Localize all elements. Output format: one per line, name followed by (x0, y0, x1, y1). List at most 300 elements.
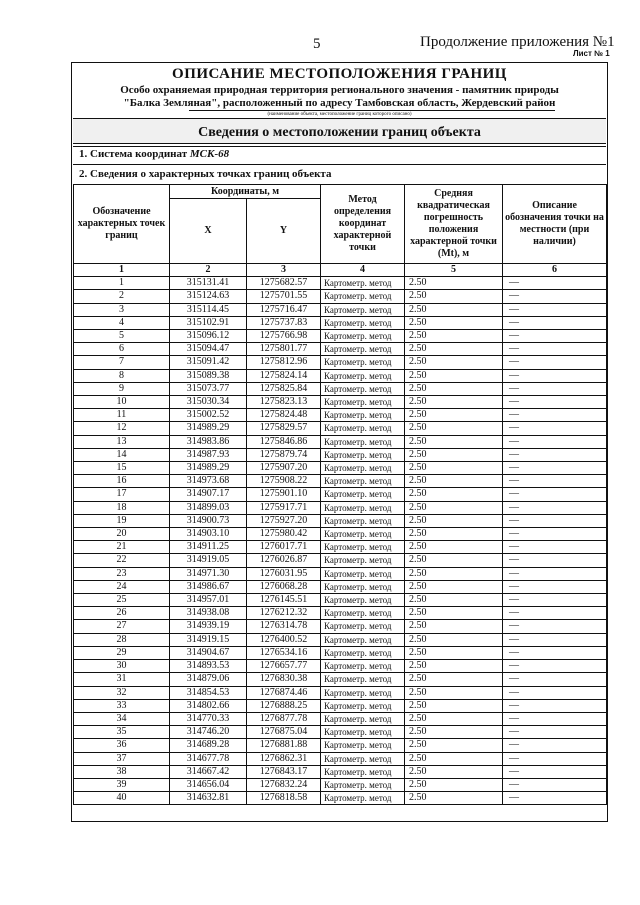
coordinate-y: 1275766.98 (247, 330, 321, 343)
table-row (74, 620, 607, 633)
coordinate-y: 1276881.88 (247, 739, 321, 752)
description: — (503, 488, 607, 501)
table-row (74, 752, 607, 765)
coordinate-y: 1275907.20 (247, 462, 321, 475)
point-number: 27 (74, 620, 170, 633)
description: — (503, 501, 607, 514)
method: Картометр. метод (321, 369, 405, 382)
coordinate-x: 314904.67 (170, 646, 247, 659)
point-number: 24 (74, 580, 170, 593)
point-number: 40 (74, 792, 170, 805)
accuracy: 2.50 (405, 765, 503, 778)
method: Картометр. метод (321, 633, 405, 646)
description: — (503, 567, 607, 580)
coordinate-x: 315030.34 (170, 396, 247, 409)
accuracy: 2.50 (405, 594, 503, 607)
method: Картометр. метод (321, 343, 405, 356)
header-description: Описание обозначения точки на местности (при наличии) (503, 185, 607, 264)
coordinate-x: 315102.91 (170, 316, 247, 329)
method: Картометр. метод (321, 567, 405, 580)
description: — (503, 633, 607, 646)
sheet-label: Лист № 1 (573, 49, 610, 58)
table-row (74, 699, 607, 712)
point-number: 8 (74, 369, 170, 382)
coordinate-y: 1276874.46 (247, 686, 321, 699)
coordinate-x: 314879.06 (170, 673, 247, 686)
accuracy: 2.50 (405, 726, 503, 739)
coordinate-x: 315073.77 (170, 382, 247, 395)
point-number: 30 (74, 660, 170, 673)
coordinate-x: 314770.33 (170, 712, 247, 725)
coordinate-x: 314746.20 (170, 726, 247, 739)
point-number: 29 (74, 646, 170, 659)
description: — (503, 316, 607, 329)
accuracy: 2.50 (405, 356, 503, 369)
object-caption: (наименование объекта, местоположение границ которого описано) (267, 112, 412, 117)
coordinate-y: 1275682.57 (247, 277, 321, 290)
point-number: 38 (74, 765, 170, 778)
description: — (503, 422, 607, 435)
point-number: 18 (74, 501, 170, 514)
coordinate-y: 1276818.58 (247, 792, 321, 805)
accuracy: 2.50 (405, 567, 503, 580)
header-x: X (170, 199, 247, 264)
table-row (74, 448, 607, 461)
accuracy: 2.50 (405, 330, 503, 343)
table-row (74, 488, 607, 501)
description: — (503, 409, 607, 422)
coordinate-x: 314939.19 (170, 620, 247, 633)
description: — (503, 554, 607, 567)
accuracy: 2.50 (405, 633, 503, 646)
method: Картометр. метод (321, 303, 405, 316)
points-section-label: 2. Сведения о характерных точках границ объекта (79, 168, 332, 180)
table-row (74, 739, 607, 752)
description: — (503, 382, 607, 395)
accuracy: 2.50 (405, 646, 503, 659)
coordinate-x: 314973.68 (170, 475, 247, 488)
table-row (74, 660, 607, 673)
table-row (74, 594, 607, 607)
coordinate-x: 315124.63 (170, 290, 247, 303)
table-row (74, 554, 607, 567)
accuracy: 2.50 (405, 580, 503, 593)
description: — (503, 448, 607, 461)
column-number: 2 (170, 264, 247, 277)
coordinate-x: 314689.28 (170, 739, 247, 752)
point-number: 2 (74, 290, 170, 303)
accuracy: 2.50 (405, 382, 503, 395)
coordinate-y: 1275879.74 (247, 448, 321, 461)
coordinate-y: 1276830.38 (247, 673, 321, 686)
point-number: 14 (74, 448, 170, 461)
accuracy: 2.50 (405, 620, 503, 633)
accuracy: 2.50 (405, 501, 503, 514)
description: — (503, 528, 607, 541)
coordinate-x: 315094.47 (170, 343, 247, 356)
method: Картометр. метод (321, 541, 405, 554)
method: Картометр. метод (321, 448, 405, 461)
table-row (74, 673, 607, 686)
method: Картометр. метод (321, 488, 405, 501)
method: Картометр. метод (321, 435, 405, 448)
point-number: 19 (74, 514, 170, 527)
coordinate-x: 314893.53 (170, 660, 247, 673)
point-number: 9 (74, 382, 170, 395)
coordinate-y: 1276400.52 (247, 633, 321, 646)
method: Картометр. метод (321, 580, 405, 593)
coordinate-x: 314987.93 (170, 448, 247, 461)
coordinate-y: 1276026.87 (247, 554, 321, 567)
header-method: Метод определения координат характерной точки (321, 185, 405, 264)
table-row (74, 316, 607, 329)
divider (73, 143, 606, 144)
table-row (74, 475, 607, 488)
accuracy: 2.50 (405, 739, 503, 752)
method: Картометр. метод (321, 330, 405, 343)
description: — (503, 607, 607, 620)
table-row (74, 356, 607, 369)
subtitle-line-2: "Балка Земляная", расположенный по адресу Тамбовская область, Жердевский район (123, 97, 556, 109)
point-number: 10 (74, 396, 170, 409)
coordinate-y: 1276862.31 (247, 752, 321, 765)
divider (73, 118, 606, 119)
point-number: 11 (74, 409, 170, 422)
accuracy: 2.50 (405, 488, 503, 501)
coordinate-x: 314971.30 (170, 567, 247, 580)
description: — (503, 699, 607, 712)
coordinate-y: 1275901.10 (247, 488, 321, 501)
coordinate-y: 1275829.57 (247, 422, 321, 435)
accuracy: 2.50 (405, 554, 503, 567)
point-number: 22 (74, 554, 170, 567)
table-row (74, 409, 607, 422)
coordinate-y: 1275823.13 (247, 396, 321, 409)
column-number: 3 (247, 264, 321, 277)
coordinate-x: 315002.52 (170, 409, 247, 422)
method: Картометр. метод (321, 528, 405, 541)
method: Картометр. метод (321, 462, 405, 475)
coordinate-x: 314919.15 (170, 633, 247, 646)
table-body (74, 277, 607, 805)
coordinate-x: 314911.25 (170, 541, 247, 554)
coordinate-y: 1276877.78 (247, 712, 321, 725)
table-row (74, 541, 607, 554)
header-y: Y (247, 199, 321, 264)
table-row (74, 765, 607, 778)
description: — (503, 580, 607, 593)
method: Картометр. метод (321, 607, 405, 620)
description: — (503, 660, 607, 673)
table-row (74, 792, 607, 805)
point-number: 6 (74, 343, 170, 356)
coordinate-x: 315096.12 (170, 330, 247, 343)
point-number: 26 (74, 607, 170, 620)
coordinate-x: 314919.05 (170, 554, 247, 567)
method: Картометр. метод (321, 475, 405, 488)
accuracy: 2.50 (405, 343, 503, 356)
method: Картометр. метод (321, 646, 405, 659)
table-row (74, 580, 607, 593)
accuracy: 2.50 (405, 712, 503, 725)
coordinate-y: 1276657.77 (247, 660, 321, 673)
coordinate-x: 314903.10 (170, 528, 247, 541)
table-row (74, 712, 607, 725)
coordinate-y: 1275846.86 (247, 435, 321, 448)
accuracy: 2.50 (405, 396, 503, 409)
point-number: 33 (74, 699, 170, 712)
method: Картометр. метод (321, 699, 405, 712)
method: Картометр. метод (321, 673, 405, 686)
description: — (503, 752, 607, 765)
point-number: 15 (74, 462, 170, 475)
table-row (74, 778, 607, 791)
table-row (74, 607, 607, 620)
boundary-points-table (73, 184, 607, 805)
table-row (74, 290, 607, 303)
coordinate-x: 314957.01 (170, 594, 247, 607)
method: Картометр. метод (321, 752, 405, 765)
table-row (74, 435, 607, 448)
point-number: 16 (74, 475, 170, 488)
table-row (74, 726, 607, 739)
point-number: 21 (74, 541, 170, 554)
table-row (74, 462, 607, 475)
point-number: 37 (74, 752, 170, 765)
method: Картометр. метод (321, 739, 405, 752)
column-number: 6 (503, 264, 607, 277)
description: — (503, 396, 607, 409)
column-number: 1 (74, 264, 170, 277)
column-number: 4 (321, 264, 405, 277)
accuracy: 2.50 (405, 752, 503, 765)
object-caption-underline (189, 110, 555, 111)
method: Картометр. метод (321, 501, 405, 514)
point-number: 20 (74, 528, 170, 541)
accuracy: 2.50 (405, 277, 503, 290)
point-number: 17 (74, 488, 170, 501)
coordinate-y: 1276832.24 (247, 778, 321, 791)
accuracy: 2.50 (405, 660, 503, 673)
coordinate-x: 314989.29 (170, 422, 247, 435)
table-row (74, 528, 607, 541)
method: Картометр. метод (321, 594, 405, 607)
method: Картометр. метод (321, 396, 405, 409)
description: — (503, 673, 607, 686)
accuracy: 2.50 (405, 607, 503, 620)
coordinate-y: 1275927.20 (247, 514, 321, 527)
description: — (503, 290, 607, 303)
table-row (74, 303, 607, 316)
point-number: 39 (74, 778, 170, 791)
description: — (503, 435, 607, 448)
table-row (74, 567, 607, 580)
header-point: Обозначение характерных точек границ (74, 185, 170, 264)
coordinate-y: 1276875.04 (247, 726, 321, 739)
section-heading: Сведения о местоположении границ объекта (198, 125, 481, 140)
table-row (74, 396, 607, 409)
document-title: ОПИСАНИЕ МЕСТОПОЛОЖЕНИЯ ГРАНИЦ (172, 66, 507, 82)
accuracy: 2.50 (405, 369, 503, 382)
method: Картометр. метод (321, 409, 405, 422)
description: — (503, 369, 607, 382)
method: Картометр. метод (321, 554, 405, 567)
accuracy: 2.50 (405, 409, 503, 422)
coordinate-y: 1276031.95 (247, 567, 321, 580)
coordinate-y: 1276017.71 (247, 541, 321, 554)
description: — (503, 778, 607, 791)
table-row (74, 330, 607, 343)
description: — (503, 303, 607, 316)
coordinate-y: 1276843.17 (247, 765, 321, 778)
divider (73, 146, 606, 147)
coordinate-y: 1275908.22 (247, 475, 321, 488)
description: — (503, 646, 607, 659)
point-number: 4 (74, 316, 170, 329)
page-number: 5 (313, 36, 321, 52)
description: — (503, 462, 607, 475)
method: Картометр. метод (321, 422, 405, 435)
point-number: 12 (74, 422, 170, 435)
method: Картометр. метод (321, 620, 405, 633)
coordinate-y: 1275980.42 (247, 528, 321, 541)
table-row (74, 501, 607, 514)
method: Картометр. метод (321, 277, 405, 290)
coordinate-y: 1276212.32 (247, 607, 321, 620)
point-number: 25 (74, 594, 170, 607)
point-number: 7 (74, 356, 170, 369)
accuracy: 2.50 (405, 528, 503, 541)
table-row (74, 514, 607, 527)
coordinate-x: 314632.81 (170, 792, 247, 805)
description: — (503, 541, 607, 554)
table-row (74, 646, 607, 659)
coordinate-y: 1276068.28 (247, 580, 321, 593)
coordinate-x: 314802.66 (170, 699, 247, 712)
table-row (74, 686, 607, 699)
point-number: 35 (74, 726, 170, 739)
table-row (74, 343, 607, 356)
method: Картометр. метод (321, 726, 405, 739)
method: Картометр. метод (321, 712, 405, 725)
point-number: 3 (74, 303, 170, 316)
column-number: 5 (405, 264, 503, 277)
description: — (503, 514, 607, 527)
coordinate-x: 314656.04 (170, 778, 247, 791)
coordinate-y: 1275812.96 (247, 356, 321, 369)
accuracy: 2.50 (405, 541, 503, 554)
accuracy: 2.50 (405, 686, 503, 699)
coordinate-x: 314677.78 (170, 752, 247, 765)
description: — (503, 712, 607, 725)
coordinate-y: 1275701.55 (247, 290, 321, 303)
coordinate-x: 315114.45 (170, 303, 247, 316)
divider (73, 164, 606, 165)
table-row (74, 277, 607, 290)
coordinate-x: 314938.08 (170, 607, 247, 620)
coordinate-x: 315091.42 (170, 356, 247, 369)
coordinate-y: 1275825.84 (247, 382, 321, 395)
method: Картометр. метод (321, 514, 405, 527)
method: Картометр. метод (321, 686, 405, 699)
coordinate-y: 1275917.71 (247, 501, 321, 514)
accuracy: 2.50 (405, 475, 503, 488)
accuracy: 2.50 (405, 778, 503, 791)
point-number: 28 (74, 633, 170, 646)
description: — (503, 594, 607, 607)
coordinate-y: 1276314.78 (247, 620, 321, 633)
accuracy: 2.50 (405, 514, 503, 527)
coordinate-y: 1276534.16 (247, 646, 321, 659)
method: Картометр. метод (321, 290, 405, 303)
point-number: 1 (74, 277, 170, 290)
accuracy: 2.50 (405, 303, 503, 316)
coordinate-y: 1276888.25 (247, 699, 321, 712)
coordinate-y: 1275716.47 (247, 303, 321, 316)
coordinate-y: 1275801.77 (247, 343, 321, 356)
subtitle-line-1: Особо охраняемая природная территория регионального значения - памятник природы (120, 84, 559, 96)
coordinate-x: 314900.73 (170, 514, 247, 527)
accuracy: 2.50 (405, 462, 503, 475)
accuracy: 2.50 (405, 290, 503, 303)
description: — (503, 726, 607, 739)
description: — (503, 792, 607, 805)
coordinate-y: 1275824.14 (247, 369, 321, 382)
point-number: 34 (74, 712, 170, 725)
accuracy: 2.50 (405, 448, 503, 461)
header-coordinates: Координаты, м (170, 185, 321, 199)
coordinate-x: 314986.67 (170, 580, 247, 593)
coordinate-y: 1275824.48 (247, 409, 321, 422)
method: Картометр. метод (321, 382, 405, 395)
coordinate-x: 315131.41 (170, 277, 247, 290)
table-row (74, 382, 607, 395)
point-number: 31 (74, 673, 170, 686)
method: Картометр. метод (321, 660, 405, 673)
coordinate-x: 314854.53 (170, 686, 247, 699)
coordinate-x: 314983.86 (170, 435, 247, 448)
method: Картометр. метод (321, 316, 405, 329)
method: Картометр. метод (321, 356, 405, 369)
coordinate-system: 1. Система координат МСК-68 (79, 148, 230, 160)
accuracy: 2.50 (405, 316, 503, 329)
description: — (503, 330, 607, 343)
point-number: 13 (74, 435, 170, 448)
accuracy: 2.50 (405, 435, 503, 448)
table-row (74, 422, 607, 435)
coordinate-x: 314899.03 (170, 501, 247, 514)
accuracy: 2.50 (405, 792, 503, 805)
method: Картометр. метод (321, 765, 405, 778)
coordinate-x: 315089.38 (170, 369, 247, 382)
method: Картометр. метод (321, 778, 405, 791)
header-accuracy: Средняя квадратическая погрешность положения характерной точки (Mt), м (405, 185, 503, 264)
description: — (503, 343, 607, 356)
description: — (503, 765, 607, 778)
coordinate-x: 314667.42 (170, 765, 247, 778)
point-number: 36 (74, 739, 170, 752)
coordinate-x: 314907.17 (170, 488, 247, 501)
accuracy: 2.50 (405, 422, 503, 435)
description: — (503, 277, 607, 290)
table-row (74, 369, 607, 382)
point-number: 32 (74, 686, 170, 699)
table-row (74, 633, 607, 646)
description: — (503, 686, 607, 699)
description: — (503, 620, 607, 633)
description: — (503, 739, 607, 752)
coordinate-y: 1275737.83 (247, 316, 321, 329)
